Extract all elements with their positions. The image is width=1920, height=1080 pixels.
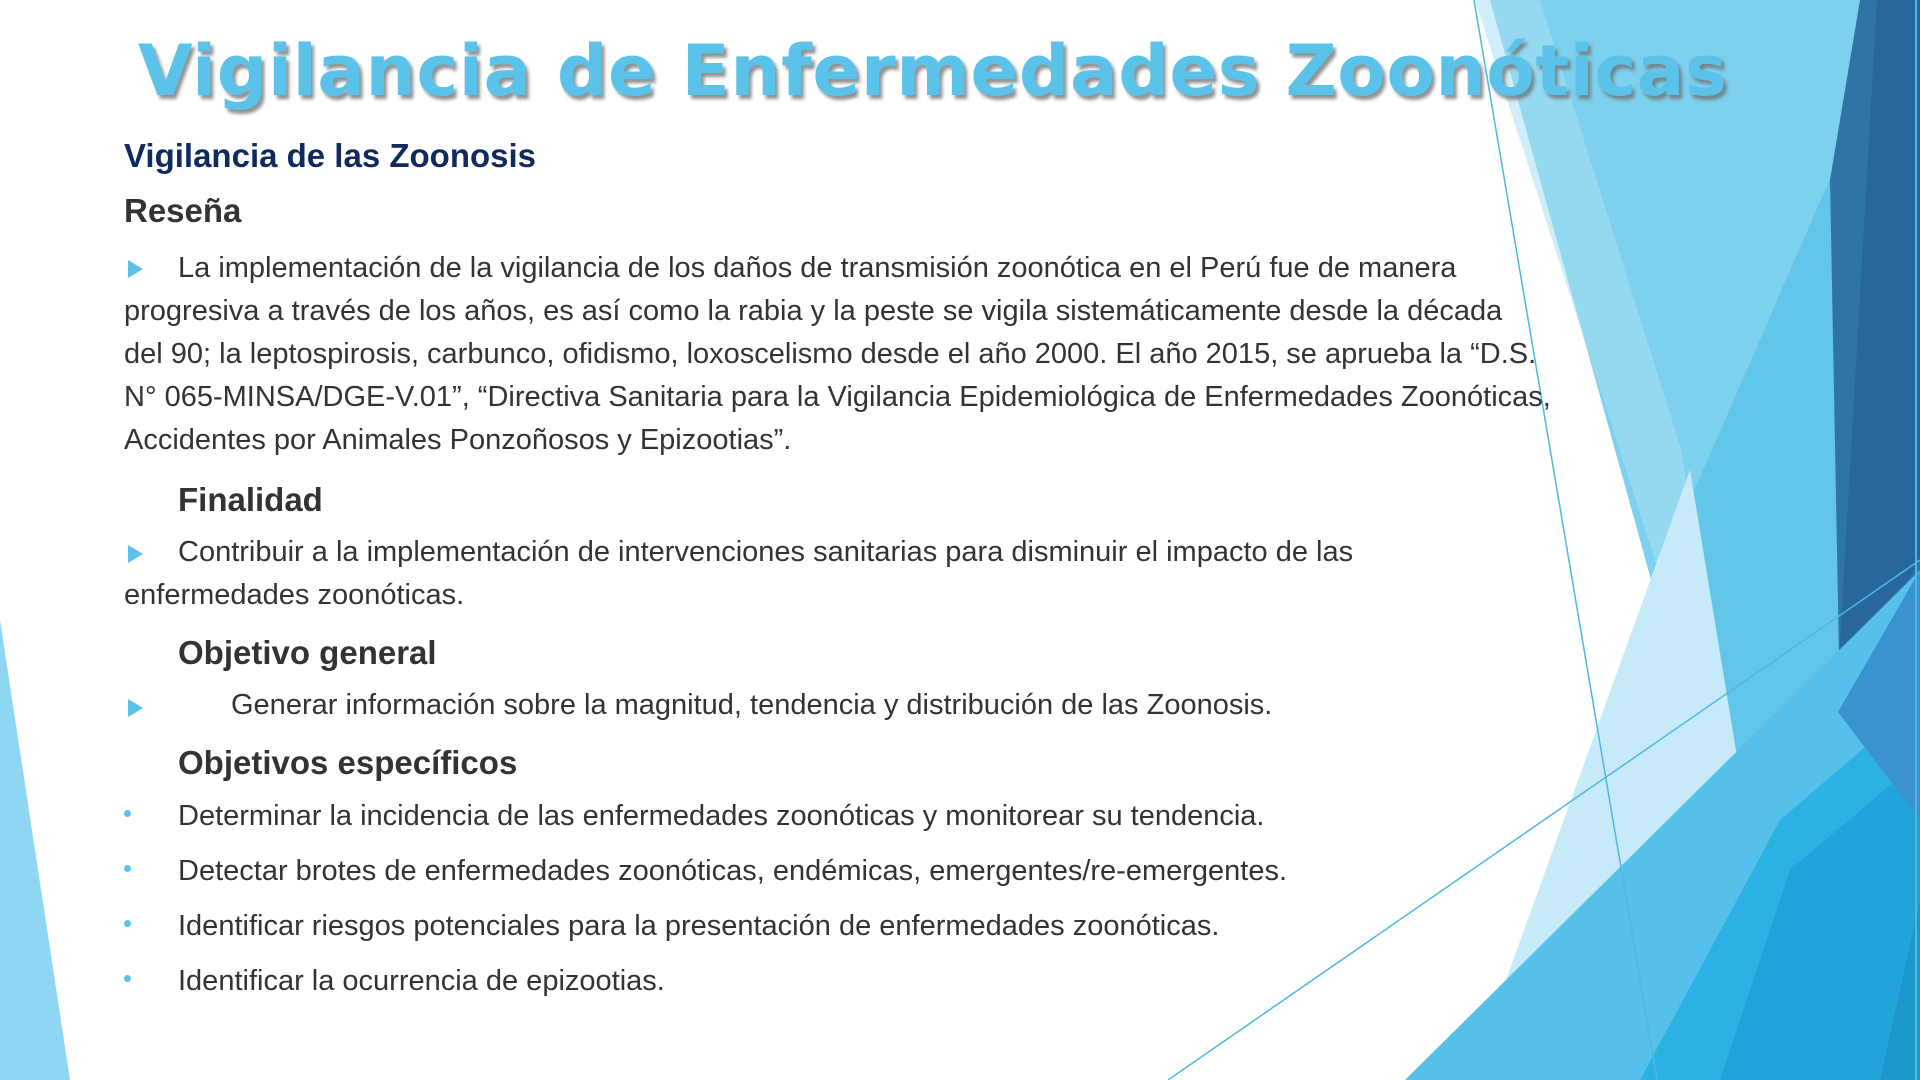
dot-bullet-icon — [124, 975, 131, 982]
resena-line: progresiva a través de los años, es así como la rabia y la peste se vigila sistemáticamente desde la década — [124, 295, 1503, 327]
list-item: Determinar la incidencia de las enfermedades zoonóticas y monitorear su tendencia. — [178, 800, 1265, 832]
heading-resena: Reseña — [124, 192, 242, 229]
heading-objetivo-general: Objetivo general — [178, 634, 437, 671]
list-item: Detectar brotes de enfermedades zoonóticas, endémicas, emergentes/re-emergentes. — [178, 855, 1288, 887]
heading-objetivos-especificos: Objetivos específicos — [178, 744, 518, 781]
slide-subtitle: Vigilancia de las Zoonosis — [124, 137, 537, 174]
slide-title: Vigilancia de Enfermedades Zoonóticas — [138, 30, 1728, 112]
list-item: Identificar riesgos potenciales para la presentación de enfermedades zoonóticas. — [178, 910, 1220, 942]
dot-bullet-icon — [124, 865, 131, 872]
resena-line: del 90; la leptospirosis, carbunco, ofidismo, loxoscelismo desde el año 2000. El año 2015, se aprueba la “D.S. — [124, 338, 1537, 370]
triangle-bullet-icon — [128, 545, 143, 563]
finalidad-line: enfermedades zoonóticas. — [124, 579, 465, 611]
dot-bullet-icon — [124, 810, 131, 817]
list-item: Identificar la ocurrencia de epizootias. — [178, 965, 665, 997]
dot-bullet-icon — [124, 920, 131, 927]
heading-finalidad: Finalidad — [178, 481, 323, 518]
resena-line: La implementación de la vigilancia de los daños de transmisión zoonótica en el Perú fue de manera — [178, 252, 1457, 284]
triangle-bullet-icon — [128, 699, 143, 717]
finalidad-line: Contribuir a la implementación de intervenciones sanitarias para disminuir el impacto de las — [178, 536, 1354, 568]
triangle-bullet-icon — [128, 260, 143, 278]
objetivo-general-text: Generar información sobre la magnitud, tendencia y distribución de las Zoonosis. — [231, 689, 1273, 721]
resena-line: N° 065-MINSA/DGE-V.01”, “Directiva Sanitaria para la Vigilancia Epidemiológica de Enfermedades Zoonóticas, — [124, 381, 1551, 413]
left-accent-shape — [0, 620, 70, 1080]
resena-line: Accidentes por Animales Ponzoñosos y Epizootias”. — [124, 424, 792, 456]
